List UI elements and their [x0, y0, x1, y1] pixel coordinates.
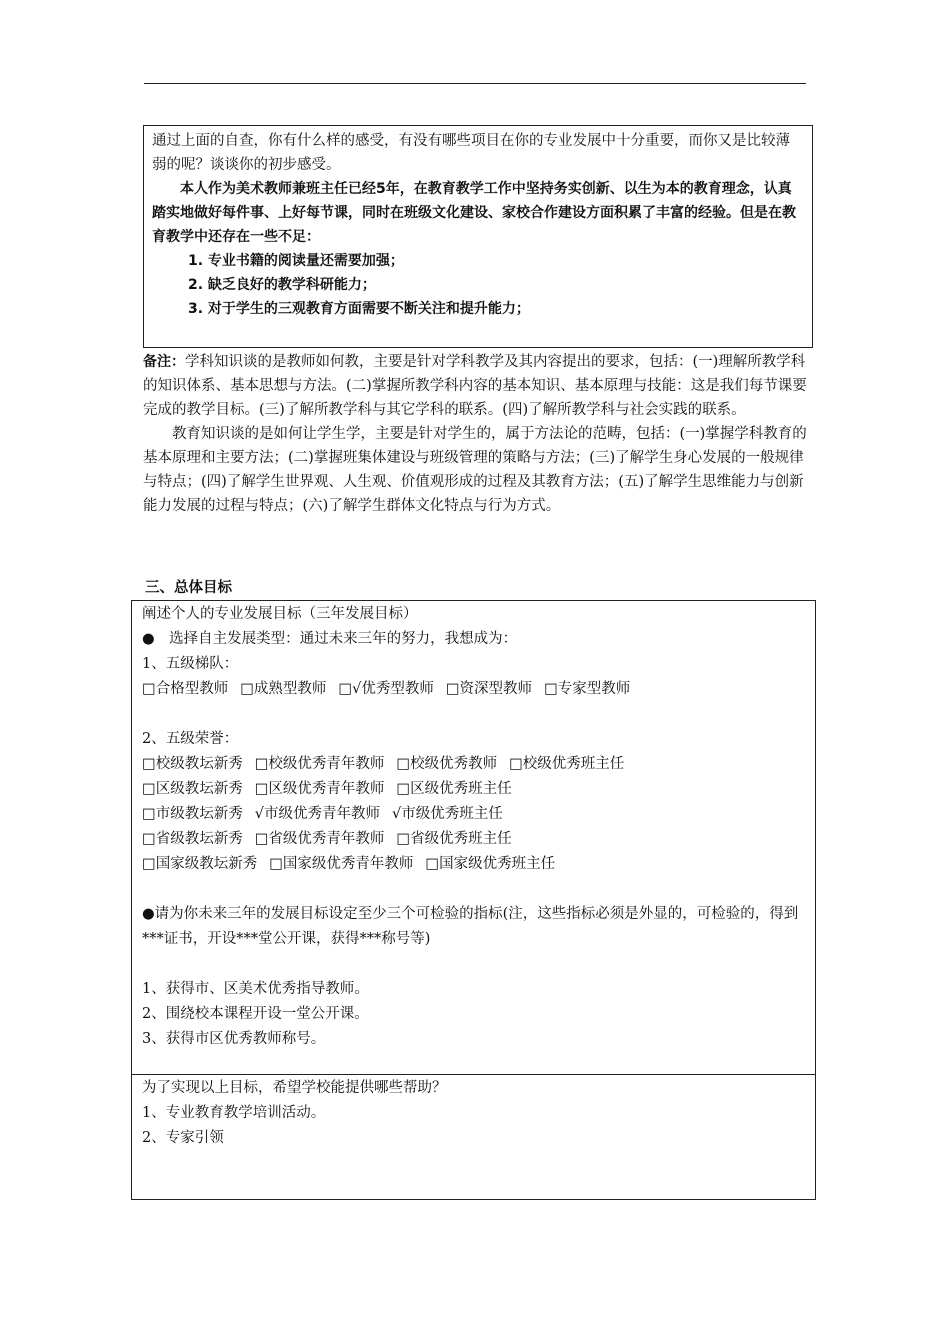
support-item-1: 1、专业教育教学培训活动。 — [142, 1105, 326, 1121]
tier-label: 1、五级梯队： — [142, 656, 239, 672]
honor-option[interactable]: □省级优秀青年教师 — [254, 831, 385, 847]
spacer — [142, 952, 805, 977]
spacer — [142, 877, 805, 902]
honor-option[interactable]: □校级优秀教师 — [396, 756, 498, 772]
honor-option[interactable]: □市级教坛新秀 — [142, 806, 243, 822]
honor-option[interactable]: □区级优秀青年教师 — [254, 781, 385, 797]
honor-option[interactable]: □国家级教坛新秀 — [142, 856, 258, 872]
honor-option[interactable]: □国家级优秀班主任 — [425, 856, 556, 872]
reflection-question: 通过上面的自查，你有什么样的感受，有没有哪些项目在你的专业发展中十分重要，而你又是比较薄弱的呢？谈谈你的初步感受。 — [152, 133, 790, 173]
honor-row-province — [142, 827, 805, 852]
support-question: 为了实现以上目标，希望学校能提供哪些帮助？ — [142, 1080, 447, 1096]
goals-cell — [132, 601, 815, 1075]
goals-heading: 阐述个人的专业发展目标（三年发展目标） — [142, 606, 418, 622]
honor-option[interactable]: □区级优秀班主任 — [396, 781, 512, 797]
honor-option[interactable]: □校级优秀班主任 — [509, 756, 625, 772]
tier-option-mature[interactable]: □成熟型教师 — [240, 681, 327, 697]
reflection-point-3: 3. 对于学生的三观教育方面需要不断关注和提升能力； — [188, 301, 530, 317]
goals-table — [131, 600, 816, 1200]
honor-row-school — [142, 752, 805, 777]
header-rule — [144, 83, 806, 84]
support-item-2: 2、专家引领 — [142, 1130, 224, 1146]
indicator-prompt: ●请为你未来三年的发展目标设定至少三个可检验的指标(注，这些指标必须是外显的，可检验的，得到***证书，开设***堂公开课，获得***称号等) — [142, 906, 799, 947]
honor-option[interactable]: □省级优秀班主任 — [396, 831, 512, 847]
note-para-1 — [143, 350, 809, 422]
honor-row-national — [142, 852, 805, 877]
goals-choose: ● 选择自主发展类型：通过未来三年的努力，我想成为： — [142, 631, 518, 647]
honor-row-district — [142, 777, 805, 802]
tier-option-senior[interactable]: □资深型教师 — [445, 681, 533, 697]
reflection-box — [143, 125, 813, 348]
note-para-2: 教育知识谈的是如何让学生学，主要是针对学生的，属于方法论的范畴，包括：(一)掌握学科教育的基本原理和主要方法；(二)掌握班集体建设与班级管理的策略与方法；(三)了解学生身心发展的一般规律与特点；(四)了解学生世界观、人生观、价值观形成的过程及其教育方法；(五)了解学生思维能力与创新能力发展的过程与特点；(六)了解学生群体文化特点与行为方式。 — [143, 426, 807, 514]
tier-option-excellent[interactable]: □√优秀型教师 — [338, 681, 434, 697]
honor-option[interactable]: □省级教坛新秀 — [142, 831, 243, 847]
tier-options — [142, 677, 805, 702]
tier-option-qualified[interactable]: □合格型教师 — [142, 681, 229, 697]
indicator-2: 2、围绕校本课程开设一堂公开课。 — [142, 1006, 369, 1022]
reflection-point-1: 1. 专业书籍的阅读量还需要加强； — [188, 253, 404, 269]
indicator-3: 3、获得市区优秀教师称号。 — [142, 1031, 326, 1047]
reflection-point-2: 2. 缺乏良好的教学科研能力； — [188, 277, 376, 293]
spacer — [142, 702, 805, 727]
support-cell — [132, 1075, 815, 1199]
honor-option[interactable]: □区级教坛新秀 — [142, 781, 243, 797]
reflection-answer: 本人作为美术教师兼班主任已经5年，在教育教学工作中坚持务实创新、以生为本的教育理念，认真踏实地做好每件事、上好每节课，同时在班级文化建设、家校合作建设方面积累了丰富的经验。但是在教育教学中还存在一些不足： — [152, 181, 796, 245]
section-title: 三、总体目标 — [145, 580, 232, 596]
tier-option-expert[interactable]: □专家型教师 — [544, 681, 631, 697]
honor-option[interactable]: □校级优秀青年教师 — [254, 756, 385, 772]
honor-option[interactable]: □国家级优秀青年教师 — [269, 856, 414, 872]
note-section — [143, 350, 809, 518]
honor-option[interactable]: √市级优秀班主任 — [391, 806, 503, 822]
honor-row-city — [142, 802, 805, 827]
honor-option[interactable]: □校级教坛新秀 — [142, 756, 243, 772]
indicator-1: 1、获得市、区美术优秀指导教师。 — [142, 981, 369, 997]
honor-label: 2、五级荣誉： — [142, 731, 239, 747]
note-para-1-text: 学科知识谈的是教师如何教，主要是针对学科教学及其内容提出的要求，包括：(一)理解所教学科的知识体系、基本思想与方法。(二)掌握所教学科内容的基本知识、基本原理与技能：这是我们每节课要完成的教学目标。(三)了解所教学科与其它学科的联系。(四)了解所教学科与社会实践的联系。 — [143, 354, 807, 418]
honor-option[interactable]: √市级优秀青年教师 — [254, 806, 380, 822]
note-label: 备注： — [143, 354, 185, 370]
